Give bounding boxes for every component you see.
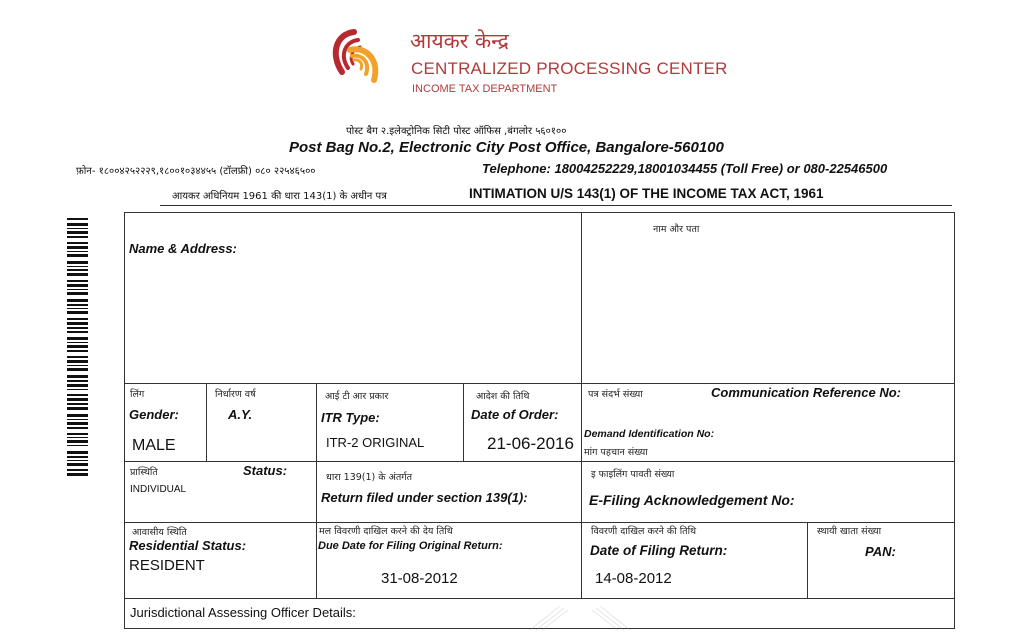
status-label: Status: [243, 463, 288, 478]
logo-title-english: CENTRALIZED PROCESSING CENTER [411, 59, 728, 78]
pan-label-hindi: स्थायी खाता संख्या [817, 526, 882, 537]
efiling-ack-label: E-Filing Acknowledgement No: [589, 492, 795, 508]
due-date-label-hindi: मल विवरणी दाखिल करने की देय तिथि [319, 526, 453, 537]
date-of-order-value: 21-06-2016 [487, 434, 574, 453]
title-divider [160, 205, 952, 206]
filing-date-label: Date of Filing Return: [590, 543, 728, 558]
address-hindi: पोस्ट बैग २.इलेक्ट्रोनिक सिटी पोस्ट ऑफिस ,बंगलोर ५६०१०० [346, 126, 567, 137]
emblem-watermark-icon [520, 600, 640, 632]
jao-details-label: Jurisdictional Assessing Officer Details: [130, 605, 356, 620]
communication-ref-label-hindi: पत्र संदर्भ संख्या [588, 389, 643, 400]
demand-id-label-hindi: मांग पहचान संख्या [584, 447, 648, 458]
status-value: INDIVIDUAL [130, 484, 187, 495]
return-filed-label: Return filed under section 139(1): [321, 490, 528, 505]
gender-label-hindi: लिंग [130, 389, 145, 400]
document-title: INTIMATION U/S 143(1) OF THE INCOME TAX ACT, 1961 [469, 186, 824, 201]
act-reference-hindi: आयकर अधिनियम 1961 की धारा 143(1) के अधीन पत्र [172, 191, 387, 202]
residential-status-value: RESIDENT [129, 557, 205, 574]
residential-status-label: Residential Status: [129, 538, 247, 553]
barcode-icon [67, 218, 88, 478]
cpc-swirl-logo-icon [324, 28, 384, 84]
residential-status-label-hindi: आवासीय स्थिति [132, 527, 187, 538]
itr-type-label-hindi: आई टी आर प्रकार [325, 391, 389, 402]
ay-label: A.Y. [228, 407, 253, 422]
demand-id-label: Demand Identification No: [584, 428, 715, 440]
logo-title-hindi: आयकर केन्द्र [410, 29, 509, 53]
logo-subtitle: INCOME TAX DEPARTMENT [412, 83, 558, 95]
return-filed-label-hindi: धारा 139(1) के अंतर्गत [326, 472, 413, 483]
date-of-order-label-hindi: आदेश की तिथि [476, 391, 530, 402]
status-label-hindi: प्रास्थिति [130, 467, 158, 478]
gender-value: MALE [132, 437, 176, 454]
filing-date-label-hindi: विवरणी दाखिल करने की तिथि [591, 526, 697, 537]
due-date-label: Due Date for Filing Original Return: [318, 540, 503, 552]
phone-english: Telephone: 18004252229,18001034455 (Toll Free) or 080-22546500 [482, 161, 888, 176]
name-address-label-hindi: नाम और पता [653, 224, 700, 235]
filing-date-value: 14-08-2012 [595, 570, 672, 587]
efiling-ack-label-hindi: इ फाइलिंग पावती संख्या [591, 469, 675, 480]
phone-hindi: फ़ोन- १८००४२५२२२९,१८००१०३४४५५ (टॉलफ्री) ०८० २२५४६५०० [76, 166, 316, 177]
communication-ref-label: Communication Reference No: [711, 385, 901, 400]
date-of-order-label: Date of Order: [471, 407, 559, 422]
itr-type-label: ITR Type: [321, 410, 380, 425]
gender-label: Gender: [129, 407, 179, 422]
itr-type-value: ITR-2 ORIGINAL [326, 435, 425, 450]
address-english: Post Bag No.2, Electronic City Post Office, Bangalore-560100 [289, 139, 724, 156]
due-date-value: 31-08-2012 [381, 570, 458, 587]
name-address-label: Name & Address: [129, 241, 237, 256]
ay-label-hindi: निर्धारण वर्ष [215, 389, 256, 400]
pan-label: PAN: [865, 544, 896, 559]
